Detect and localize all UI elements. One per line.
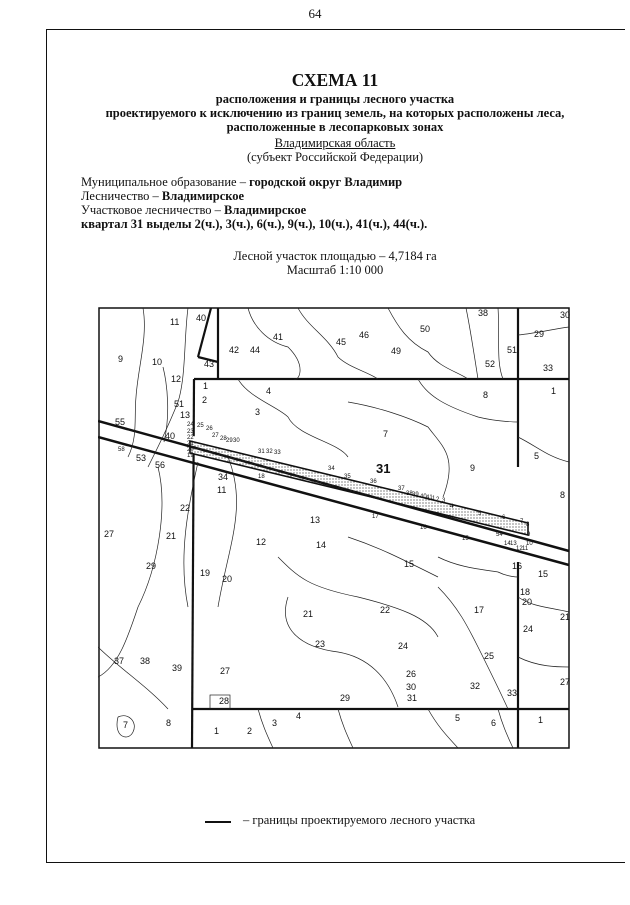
forest-plot-map	[98, 307, 570, 749]
parcel-label: 6	[491, 718, 497, 728]
parcel-label: 38	[478, 308, 489, 318]
parcel-label: 24	[398, 641, 409, 651]
parcel-small-label: 2	[436, 497, 440, 503]
parcel-label: 32	[470, 681, 481, 691]
parcel-label: 3	[255, 407, 261, 417]
legend-boundary-line	[205, 821, 231, 823]
parcel-small-label: 20	[187, 447, 194, 453]
parcel-label: 24	[523, 624, 534, 634]
parcel-label: 7	[123, 720, 129, 730]
parcel-label: 30	[406, 682, 417, 692]
road-corridor	[98, 421, 569, 565]
parcel-label: 8	[166, 718, 172, 728]
parcel-small-label: 37	[398, 486, 405, 492]
parcel-label: 8	[483, 390, 489, 400]
parcel-label: 22	[380, 605, 391, 615]
parcel-small-label: 7	[520, 519, 524, 525]
parcel-label: 40	[165, 431, 176, 441]
parcel-label: 15	[538, 569, 549, 579]
parcel-small-label: 36	[370, 479, 377, 485]
parcel-small-label: 23	[187, 429, 194, 435]
scheme-subtitle-line-1: расположения и границы лесного участка	[215, 92, 455, 106]
parcel-small-label: 9	[527, 532, 531, 538]
region-note: (субъект Российской Федерации)	[246, 150, 424, 164]
parcel-label: 4	[266, 386, 272, 396]
parcel-small-label: 13	[510, 541, 517, 547]
parcel-label: 16	[512, 561, 523, 571]
parcel-label: 20	[522, 597, 533, 607]
parcel-small-label: 18	[258, 474, 265, 480]
parcel-small-label: 38	[406, 491, 413, 497]
parcel-label: 45	[336, 337, 347, 347]
parcel-small-label: 28	[220, 436, 227, 442]
parcel-label: 14	[316, 540, 327, 550]
forestry-value: Владимирское	[161, 189, 245, 203]
parcel-small-label: 35	[344, 474, 351, 480]
parcel-small-label: 34	[328, 466, 335, 472]
municipality-line	[81, 175, 402, 189]
parcel-small-label: 12	[516, 546, 523, 552]
parcel-label: 27	[220, 666, 231, 676]
parcel-label: 1	[551, 386, 557, 396]
parcel-label: 42	[229, 345, 240, 355]
parcel-label: 21	[560, 612, 570, 622]
parcel-label: 44	[250, 345, 261, 355]
parcel-label: 2	[247, 726, 253, 736]
parcel-small-label: 24	[187, 422, 194, 428]
parcel-label: 23	[315, 639, 326, 649]
page-number: 64	[308, 6, 322, 21]
quarter-number: 31	[376, 461, 391, 476]
parcel-small-label: 5	[478, 511, 482, 517]
parcel-small-label: 41	[426, 495, 433, 501]
parcel-label: 51	[174, 399, 185, 409]
parcel-small-label: 27	[212, 433, 219, 439]
projected-plot-boundary	[190, 441, 528, 535]
parcel-small-label: 39	[412, 492, 419, 498]
parcel-small-label: 1	[432, 496, 436, 502]
parcel-small-label: 40	[420, 494, 427, 500]
municipality-value: городской округ Владимир	[249, 175, 403, 189]
parcel-label: 15	[404, 559, 415, 569]
parcel-label: 8	[560, 490, 566, 500]
parcel-label: 12	[171, 374, 182, 384]
parcel-label: 30	[560, 310, 570, 320]
parcel-label: 17	[474, 605, 485, 615]
parcel-small-label: 25	[197, 423, 204, 429]
parcel-small-label: 21	[187, 441, 194, 447]
scheme-subtitle-line-2: проектируемого к исключению из границ земель, на которых расположены леса,	[105, 106, 565, 120]
parcel-label: 11	[170, 317, 180, 327]
parcel-label: 1	[203, 381, 209, 391]
parcel-small-label: 31	[258, 449, 265, 455]
parcel-small-label: 10	[526, 541, 533, 547]
parcel-label: 12	[256, 537, 267, 547]
parcel-label: 29	[340, 693, 351, 703]
parcel-small-label: 8	[526, 522, 530, 528]
parcel-small-label: 6	[502, 515, 506, 521]
plot-scale: Масштаб 1:10 000	[286, 263, 384, 277]
parcel-label: 33	[543, 363, 554, 373]
parcel-label: 52	[485, 359, 496, 369]
parcel-label: 5	[455, 713, 461, 723]
parcel-label: 31	[407, 693, 418, 703]
parcel-label: 7	[383, 429, 389, 439]
parcel-label: 10	[152, 357, 163, 367]
parcel-small-label: 33	[274, 450, 281, 456]
parcel-label: 18	[520, 587, 531, 597]
parcel-label: 41	[273, 332, 284, 342]
parcel-label: 46	[359, 330, 370, 340]
parcel-label: 13	[180, 410, 191, 420]
parcel-label: 20	[222, 574, 233, 584]
scheme-title: СХЕМА 11	[291, 70, 379, 90]
parcel-small-label: 15	[462, 536, 469, 542]
scheme-subtitle-line-3: расположенные в лесопарковых зонах	[226, 120, 444, 134]
parcel-label: 2	[202, 395, 208, 405]
parcel-label: 37	[114, 656, 125, 666]
parcel-small-label: 4	[450, 504, 454, 510]
parcel-label: 25	[484, 651, 495, 661]
legend-text: – границы проектируемого лесного участка	[243, 813, 476, 827]
parcel-small-label: 29	[226, 438, 233, 444]
plot-area: Лесной участок площадью – 4,7184 га	[233, 249, 437, 263]
parcel-small-label: 58	[118, 447, 125, 453]
parcel-label: 49	[391, 346, 402, 356]
parcel-label: 43	[204, 359, 215, 369]
district-forestry-value: Владимирское	[224, 203, 307, 217]
parcel-label: 1	[214, 726, 220, 736]
parcel-label: 5	[534, 451, 540, 461]
parcel-label: 9	[470, 463, 476, 473]
parcel-label: 27	[560, 677, 570, 687]
parcel-label: 27	[104, 529, 115, 539]
parcel-label: 28	[219, 696, 230, 706]
parcel-label: 22	[180, 503, 191, 513]
parcel-label: 56	[155, 460, 166, 470]
parcel-small-label: 54	[496, 532, 503, 538]
parcel-label: 3	[272, 718, 278, 728]
quarter-value: квартал 31 выделы 2(ч.), 3(ч.), 6(ч.), 9(ч.), 10(ч.), 41(ч.), 44(ч.).	[81, 217, 428, 231]
parcel-label: 50	[420, 324, 431, 334]
parcel-small-label: 14	[504, 541, 511, 547]
parcel-small-label: 17	[372, 514, 379, 520]
parcel-label: 4	[296, 711, 302, 721]
region-name: Владимирская область	[274, 136, 396, 150]
parcel-label: 21	[303, 609, 314, 619]
municipality-label: Муниципальное образование –	[81, 175, 250, 189]
parcel-small-label: 32	[266, 449, 273, 455]
forestry-line	[81, 189, 244, 203]
parcel-label: 1	[538, 715, 544, 725]
parcel-label: 33	[507, 688, 518, 698]
parcel-label: 51	[507, 345, 518, 355]
parcel-label: 53	[136, 453, 147, 463]
parcel-small-label: 16	[420, 525, 427, 531]
forestry-label: Лесничество –	[81, 189, 162, 203]
district-forestry-label: Участковое лесничество –	[81, 203, 225, 217]
parcel-label: 29	[534, 329, 545, 339]
parcel-label: 19	[200, 568, 211, 578]
quarter-line	[81, 217, 427, 231]
parcel-label: 55	[115, 417, 126, 427]
parcel-label: 21	[166, 531, 177, 541]
parcel-small-label: 3	[442, 498, 446, 504]
parcel-label: 29	[146, 561, 157, 571]
parcel-label: 11	[217, 485, 227, 495]
parcel-label: 38	[140, 656, 151, 666]
parcel-small-label: 30	[233, 438, 240, 444]
district-forestry-line	[81, 203, 306, 217]
parcel-label: 13	[310, 515, 321, 525]
parcel-small-label: 22	[187, 435, 194, 441]
parcel-small-label: 26	[206, 426, 213, 432]
parcel-label: 40	[196, 313, 207, 323]
parcel-small-label: 11	[522, 546, 529, 552]
parcel-small-label: 19	[187, 453, 194, 459]
parcel-label: 34	[218, 472, 229, 482]
parcel-label: 9	[118, 354, 124, 364]
parcel-label: 39	[172, 663, 183, 673]
parcel-label: 26	[406, 669, 417, 679]
